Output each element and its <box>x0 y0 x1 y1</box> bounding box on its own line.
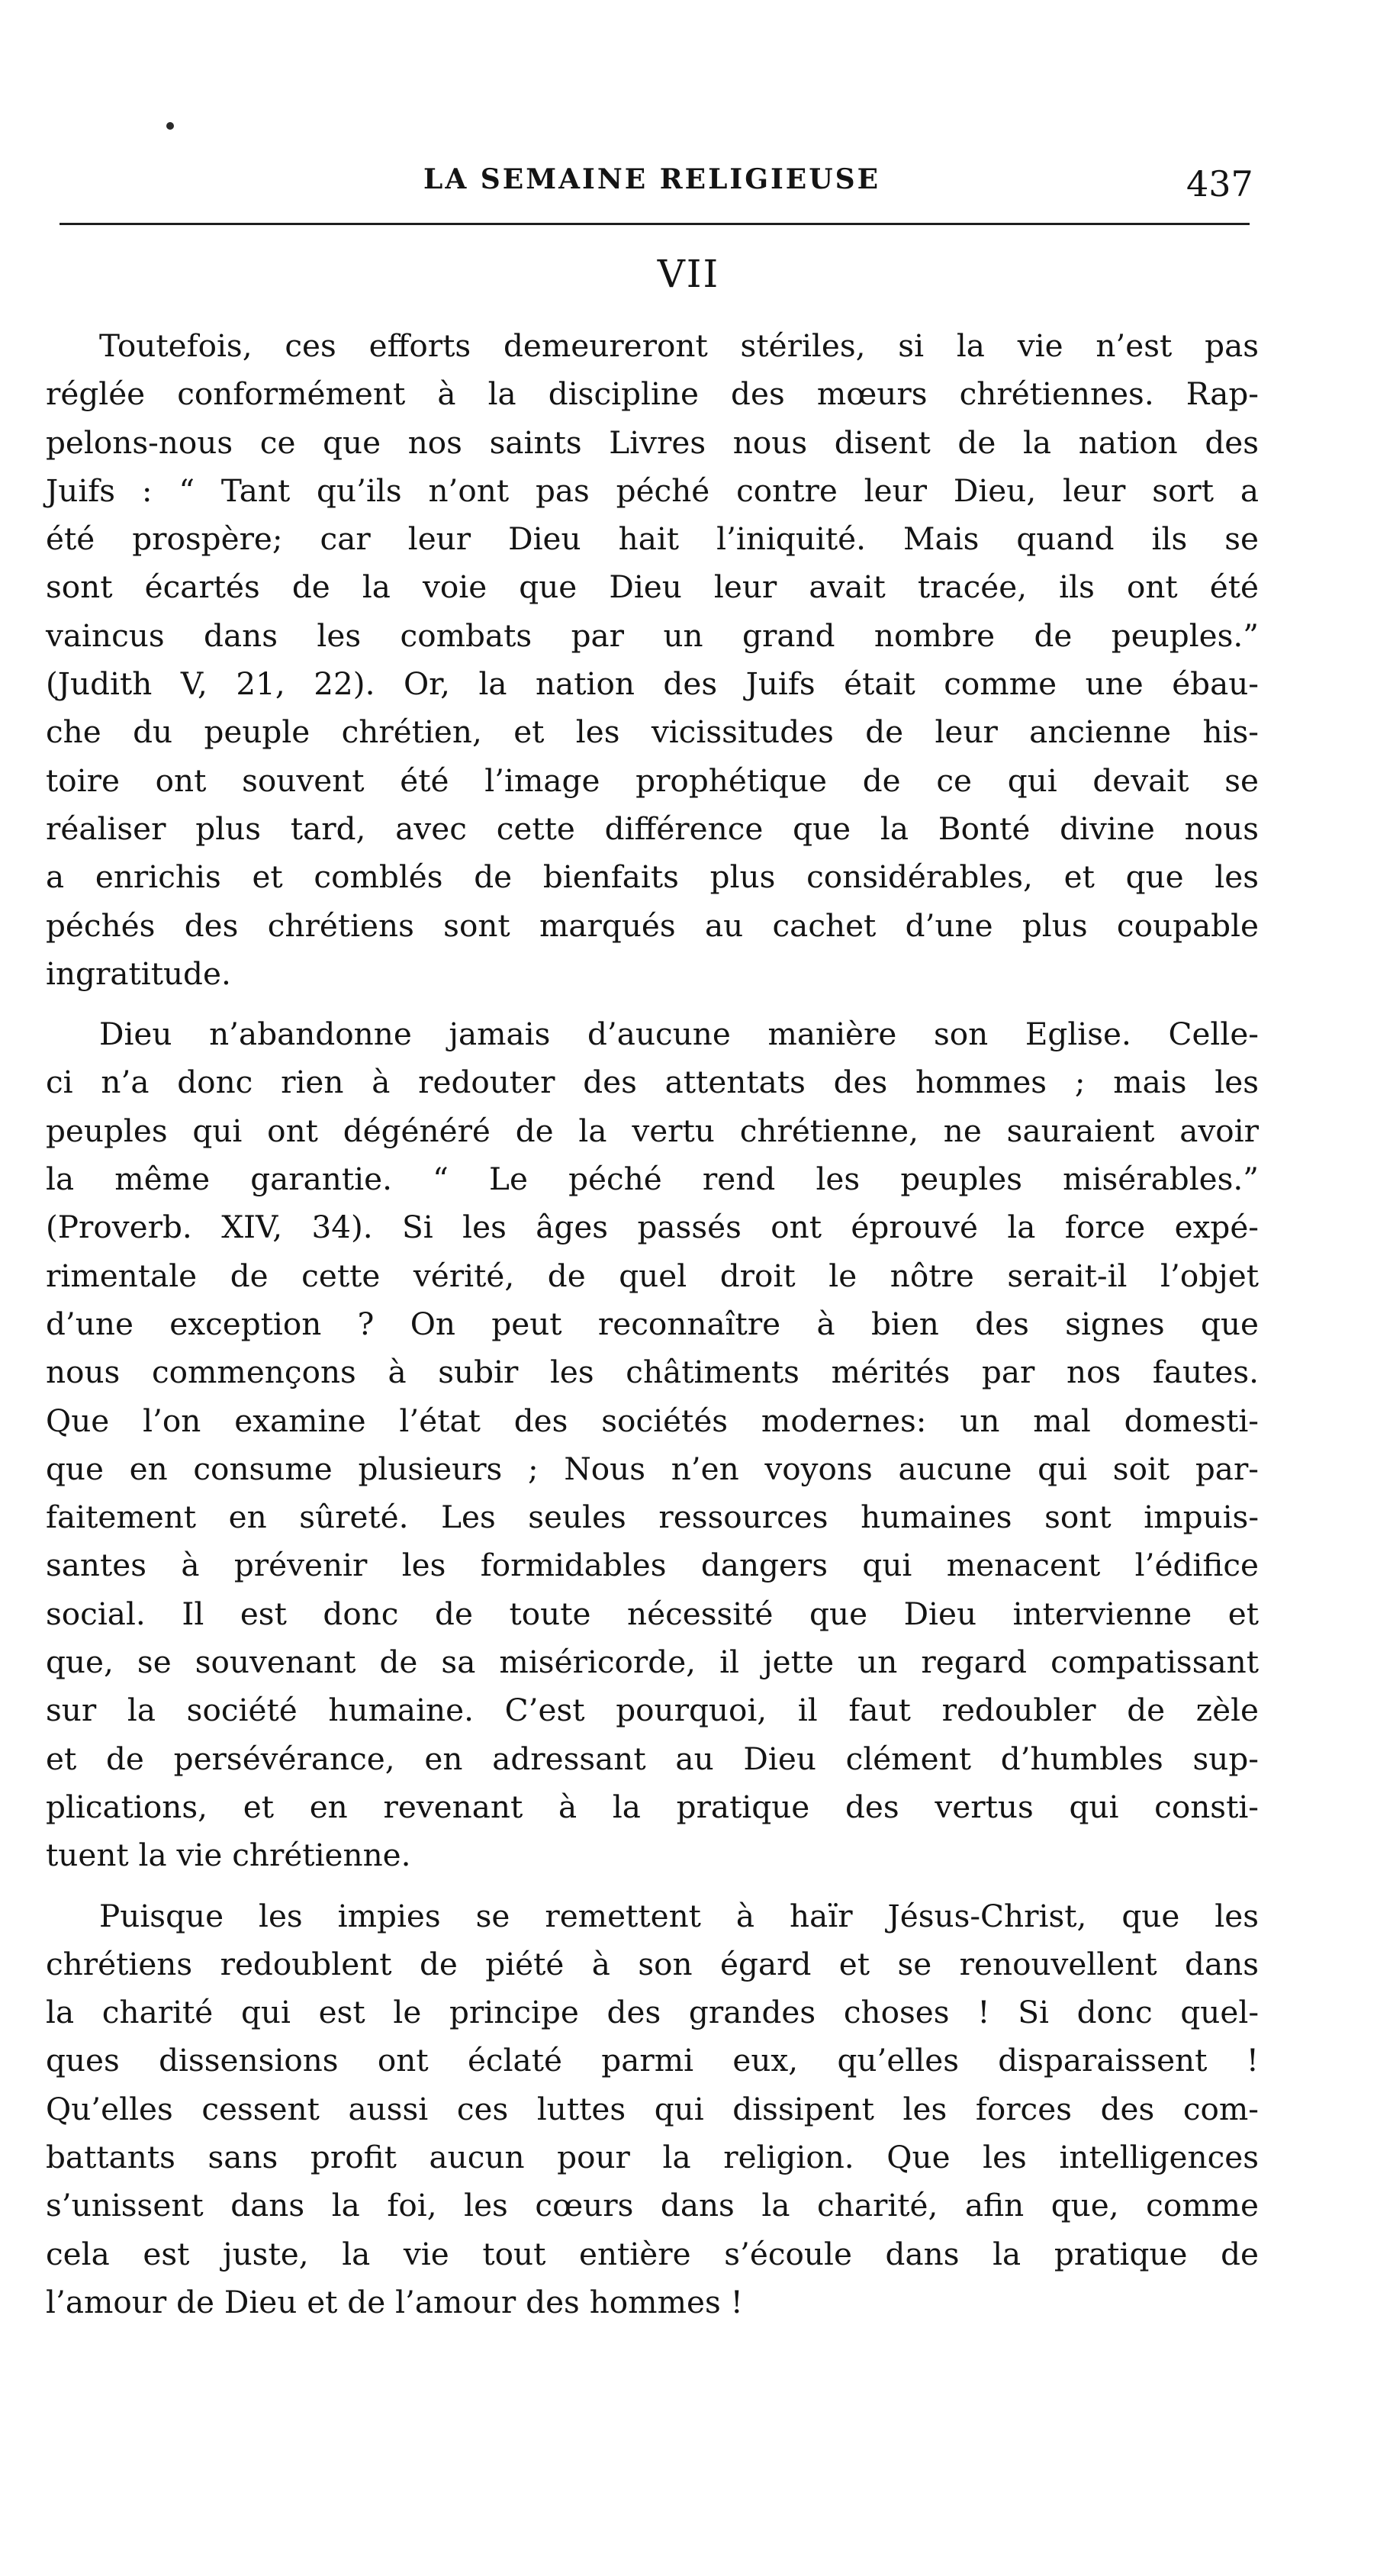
header-rule <box>60 223 1250 225</box>
page-number: 437 <box>1186 163 1253 204</box>
text-line: été prospère; car leur Dieu hait l’iniquité. Mais quand ils se <box>46 520 1259 558</box>
text-line: que, se souvenant de sa miséricorde, il jette un regard compatissant <box>46 1644 1259 1681</box>
text-line: a enrichis et comblés de bienfaits plus considérables, et que les <box>46 858 1259 896</box>
text-line: social. Il est donc de toute nécessité que Dieu intervienne et <box>46 1595 1259 1632</box>
text-line: vaincus dans les combats par un grand nombre de peuples.” <box>46 617 1259 654</box>
text-line: ques dissensions ont éclaté parmi eux, qu’elles disparaissent ! <box>46 2042 1259 2079</box>
paragraph-2 <box>46 1010 1259 1879</box>
text-line: (Judith V, 21, 22). Or, la nation des Juifs était comme une ébau- <box>46 665 1259 703</box>
text-line: (Proverb. XIV, 34). Si les âges passés ont éprouvé la force expé- <box>46 1209 1259 1246</box>
text-line: d’une exception ? On peut reconnaître à bien des signes que <box>46 1305 1259 1342</box>
text-line: Dieu n’abandonne jamais d’aucune manière son Eglise. Celle- <box>99 1016 1259 1053</box>
text-line: battants sans profit aucun pour la religion. Que les intelligences <box>46 2138 1259 2175</box>
text-line: et de persévérance, en adressant au Dieu clément d’humbles sup- <box>46 1740 1259 1777</box>
text-line: la charité qui est le principe des grandes choses ! Si donc quel- <box>46 1994 1259 2031</box>
paragraph-1 <box>46 322 1259 998</box>
text-line: ingratitude. <box>46 955 231 992</box>
text-line: ci n’a donc rien à redouter des attentats des hommes ; mais les <box>46 1064 1259 1101</box>
body-text <box>46 322 1259 2339</box>
text-line: rimentale de cette vérité, de quel droit le nôtre serait-il l’objet <box>46 1257 1259 1294</box>
text-line: réaliser plus tard, avec cette différence que la Bonté divine nous <box>46 810 1259 847</box>
text-line: tuent la vie chrétienne. <box>46 1837 411 1874</box>
text-line: Qu’elles cessent aussi ces luttes qui dissipent les forces des com- <box>46 2090 1259 2127</box>
text-line: Juifs : “ Tant qu’ils n’ont pas péché contre leur Dieu, leur sort a <box>46 472 1259 509</box>
text-line: faitement en sûreté. Les seules ressources humaines sont impuis- <box>46 1499 1259 1536</box>
text-line: Puisque les impies se remettent à haïr Jésus-Christ, que les <box>99 1897 1259 1934</box>
section-heading: VII <box>657 252 720 296</box>
ink-speck <box>166 122 174 130</box>
text-line: sont écartés de la voie que Dieu leur avait tracée, ils ont été <box>46 568 1259 606</box>
text-line: toire ont souvent été l’image prophétique de ce qui devait se <box>46 762 1259 799</box>
running-header-title: LA SEMAINE RELIGIEUSE <box>423 163 881 195</box>
text-line: pelons-nous ce que nos saints Livres nous disent de la nation des <box>46 423 1259 461</box>
text-line: s’unissent dans la foi, les cœurs dans la charité, afin que, comme <box>46 2187 1259 2224</box>
text-line: sur la société humaine. C’est pourquoi, il faut redoubler de zèle <box>46 1692 1259 1729</box>
text-line: que en consume plusieurs ; Nous n’en voyons aucune qui soit par- <box>46 1450 1259 1487</box>
text-line: la même garantie. “ Le péché rend les peuples misérables.” <box>46 1161 1259 1198</box>
text-line: cela est juste, la vie tout entière s’écoule dans la pratique de <box>46 2235 1259 2272</box>
text-line: Que l’on examine l’état des sociétés modernes: un mal domesti- <box>46 1402 1259 1439</box>
text-line: nous commençons à subir les châtiments mérités par nos fautes. <box>46 1354 1259 1391</box>
text-line: plications, et en revenant à la pratique des vertus qui consti- <box>46 1788 1259 1825</box>
text-line: chrétiens redoublent de piété à son égard et se renouvellent dans <box>46 1945 1259 1982</box>
text-line: Toutefois, ces efforts demeureront stériles, si la vie n’est pas <box>99 327 1259 364</box>
text-line: che du peuple chrétien, et les vicissitudes de leur ancienne his- <box>46 713 1259 751</box>
text-line: l’amour de Dieu et de l’amour des hommes ! <box>46 2283 743 2320</box>
text-line: santes à prévenir les formidables dangers qui menacent l’édifice <box>46 1547 1259 1584</box>
paragraph-3 <box>46 1892 1259 2327</box>
text-line: péchés des chrétiens sont marqués au cachet d’une plus coupable <box>46 906 1259 944</box>
text-line: peuples qui ont dégénéré de la vertu chrétienne, ne sauraient avoir <box>46 1112 1259 1149</box>
text-line: réglée conformément à la discipline des mœurs chrétiennes. Rap- <box>46 375 1259 413</box>
